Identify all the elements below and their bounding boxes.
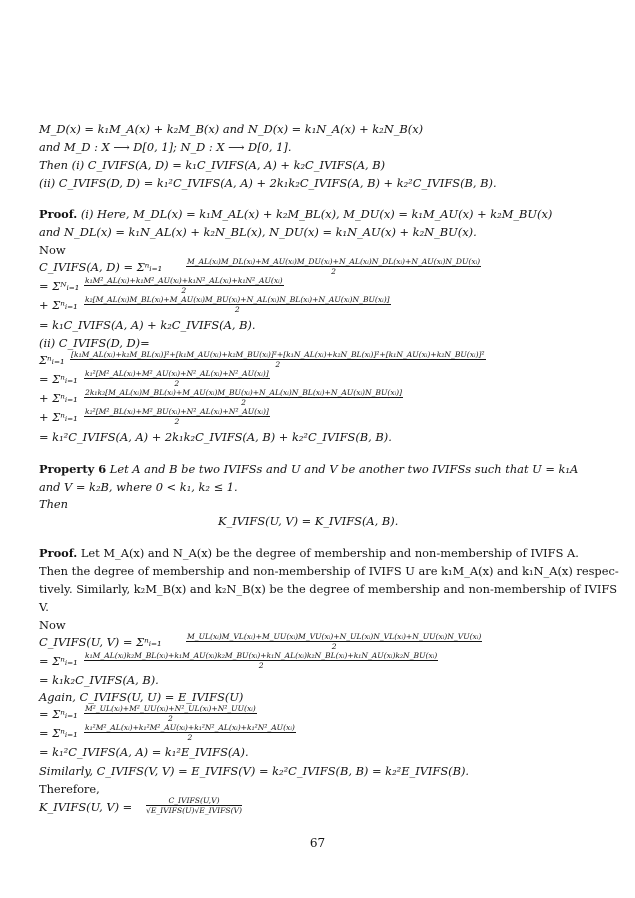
proof2-similarly: Similarly, C_IVIFS(V, V) = E_IVIFS(V) = k₂²C_IVIFS(B, B) = k₂²E_IVIFS(B). [39, 764, 470, 778]
proof2-text1: Let M_A(x) and N_A(x) be the degree of membership and non-membership of IVIFS A. [80, 546, 579, 560]
proof1-eq1-frac [186, 257, 481, 276]
proof2-k-frac [146, 796, 242, 815]
proof2-eq5-num: k₁²M²_AL(xᵢ)+k₁²M²_AU(xᵢ)+k₁²N²_AL(xᵢ)+k₁²N²_AU(xᵢ) [85, 723, 295, 732]
proof2-eq5-lhs: = Σⁿᵢ₌₁ [39, 726, 78, 740]
proof1-eq3-num: k₂[M_AL(xᵢ)M_BL(xᵢ)+M_AU(xᵢ)M_BU(xᵢ)+N_AL(xᵢ)N_BL(xᵢ)+N_AU(xᵢ)N_BU(xᵢ)] [85, 295, 390, 304]
proof1-eq1-lhs: C_IVIFS(A, D) = Σⁿᵢ₌₁ [39, 260, 163, 274]
proof2-eq2-frac [84, 651, 438, 670]
proof1-eq3-lhs: + Σⁿᵢ₌₁ [39, 298, 78, 312]
property6-line2: and V = k₂B, where 0 < k₁, k₂ ≤ 1. [39, 480, 238, 494]
property6-then: Then [39, 497, 69, 511]
proof2-line4: V. [39, 600, 49, 614]
proof2-line1 [39, 546, 579, 560]
proof1-eq2-den: 2 [181, 286, 187, 295]
proof1-eq7-lhs: + Σⁿᵢ₌₁ [39, 391, 78, 405]
proof1-eq5-den: 2 [275, 360, 281, 369]
proof2-line2: Then the degree of membership and non-membership of IVIFS U are k₁M_A(x) and k₁N_A(x) respec- [39, 564, 619, 578]
proof1-eq1-num: M_AL(xᵢ)M_DL(xᵢ)+M_AU(xᵢ)M_DU(xᵢ)+N_AL(xᵢ)N_DL(xᵢ)+N_AU(xᵢ)N_DU(xᵢ) [187, 257, 481, 266]
proof1-eq8-lhs: + Σⁿᵢ₌₁ [39, 410, 78, 424]
proof2-eq4-num: M²_UL(xᵢ)+M²_UU(xᵢ)+N²_UL(xᵢ)+N²_UU(xᵢ) [85, 704, 256, 713]
proof1-line2: and N_DL(x) = k₁N_AL(x) + k₂N_BL(x), N_DU(x) = k₁N_AU(x) + k₂N_BU(x). [39, 225, 477, 239]
proof1-eq6-num: k₁²[M²_AL(xᵢ)+M²_AU(xᵢ)+N²_AL(xᵢ)+N²_AU(xᵢ)] [85, 369, 269, 378]
proof1-eq6-den: 2 [174, 379, 180, 388]
proof2-eq1-frac [186, 632, 482, 651]
eq-then-i: Then (i) C_IVIFS(A, D) = k₁C_IVIFS(A, A) + k₂C_IVIFS(A, B) [39, 158, 386, 172]
proof2-eq2-num: k₁M_AL(xᵢ)k₂M_BL(xᵢ)+k₁M_AU(xᵢ)k₂M_BU(xᵢ)+k₁N_AL(xᵢ)k₂N_BL(xᵢ)+k₁N_AU(xᵢ)k₂N_BU(xᵢ) [85, 651, 438, 660]
eq-md-mapping: and M_D : X ⟶ D[0, 1]; N_D : X ⟶ D[0, 1]. [39, 140, 292, 154]
proof1-eq2-frac [84, 276, 284, 295]
proof1-eq9: = k₁²C_IVIFS(A, A) + 2k₁k₂C_IVIFS(A, B) + k₂²C_IVIFS(B, B). [39, 430, 392, 444]
eq-md-nd: M_D(x) = k₁M_A(x) + k₂M_B(x) and N_D(x) = k₁N_A(x) + k₂N_B(x) [39, 122, 424, 136]
proof1-line1 [39, 207, 552, 221]
proof2-eq5-den: 2 [187, 733, 193, 742]
proof1-eq7-num: 2k₁k₂[M_AL(xᵢ)M_BL(xᵢ)+M_AU(xᵢ)M_BU(xᵢ)+N_AL(xᵢ)N_BL(xᵢ)+N_AU(xᵢ)N_BU(xᵢ)] [85, 388, 403, 397]
proof1-eq6-frac [84, 369, 270, 388]
proof1-text1: (i) Here, M_DL(x) = k₁M_AL(x) + k₂M_BL(x), M_DU(x) = k₁M_AU(x) + k₂M_BU(x) [80, 207, 553, 221]
proof2-eq2-den: 2 [258, 661, 264, 670]
property6-line1 [39, 462, 578, 476]
proof1-eq8-num: k₂²[M²_BL(xᵢ)+M²_BU(xᵢ)+N²_AL(xᵢ)+N²_AU(xᵢ)] [85, 407, 269, 416]
eq-then-ii: (ii) C_IVIFS(D, D) = k₁²C_IVIFS(A, A) + 2k₁k₂C_IVIFS(A, B) + k₂²C_IVIFS(B, B). [39, 176, 497, 190]
proof2-eq4-frac [84, 704, 257, 723]
proof1-eq8-frac [84, 407, 270, 426]
proof2-eq3: = k₁k₂C_IVIFS(A, B). [39, 673, 159, 687]
proof1-eq5-frac [70, 350, 486, 369]
proof1-eq3-den: 2 [234, 305, 240, 314]
proof1-label: Proof. [39, 207, 78, 221]
proof2-again: Again, C_IVIFS(U, U) = E_IVIFS(U) [39, 690, 244, 704]
page-number: 67 [309, 836, 326, 850]
proof1-eq3-frac [84, 295, 391, 314]
property6-text1: Let A and B be two IVIFSs and U and V be another two IVIFSs such that U = k₁A [109, 462, 579, 476]
proof1-eq8-den: 2 [174, 417, 180, 426]
property6-label: Property 6 [39, 462, 107, 476]
property6-display: K_IVIFS(U, V) = K_IVIFS(A, B). [218, 514, 399, 528]
proof2-eq2-lhs: = Σⁿᵢ₌₁ [39, 654, 78, 668]
proof2-therefore: Therefore, [39, 782, 100, 796]
proof1-eq6-lhs: = Σⁿᵢ₌₁ [39, 372, 78, 386]
proof2-line3: tively. Similarly, k₂M_B(x) and k₂N_B(x) be the degree of membership and non-membership of IVIFS [39, 582, 618, 596]
proof1-eq2-lhs: = Σᴺᵢ₌₁ [39, 279, 80, 293]
proof2-eq5-frac [84, 723, 296, 742]
proof2-k-den: √E_IVIFS(U)√E_IVIFS(V) [146, 806, 243, 815]
proof1-eq1-den: 2 [331, 267, 336, 276]
proof2-eq1-den: 2 [331, 642, 337, 651]
proof2-now: Now [39, 618, 66, 632]
proof1-eq5-num: [k₁M_AL(xᵢ)+k₂M_BL(xᵢ)]²+[k₁M_AU(xᵢ)+k₂M_BU(xᵢ)]²+[k₁N_AL(xᵢ)+k₂N_BL(xᵢ)]²+[k₁N_AU(xᵢ)+k₂N_BU(xᵢ)]² [71, 350, 485, 359]
proof1-eq7-frac [84, 388, 403, 407]
proof1-ii: (ii) C_IVIFS(D, D)= [39, 336, 150, 350]
proof1-eq5-lhs: Σⁿᵢ₌₁ [39, 353, 65, 367]
proof1-now: Now [39, 243, 66, 257]
proof1-eq4: = k₁C_IVIFS(A, A) + k₂C_IVIFS(A, B). [39, 318, 256, 332]
proof2-eq4-lhs: = Σⁿᵢ₌₁ [39, 707, 78, 721]
proof2-eq6: = k₁²C_IVIFS(A, A) = k₁²E_IVIFS(A). [39, 745, 249, 759]
proof1-eq2-num: k₁M²_AL(xᵢ)+k₁M²_AU(xᵢ)+k₁N²_AL(xᵢ)+k₁N²_AU(xᵢ) [85, 276, 283, 285]
proof2-eq4-den: 2 [167, 714, 173, 723]
proof2-label: Proof. [39, 546, 78, 560]
proof2-eq1-num: M_UL(xᵢ)M_VL(xᵢ)+M_UU(xᵢ)M_VU(xᵢ)+N_UL(xᵢ)N_VL(xᵢ)+N_UU(xᵢ)N_VU(xᵢ) [187, 632, 482, 641]
proof1-eq7-den: 2 [241, 398, 246, 407]
proof2-eq1-lhs: C_IVIFS(U, V) = Σⁿᵢ₌₁ [39, 635, 162, 649]
proof2-k-lhs: K_IVIFS(U, V) = [39, 800, 133, 814]
proof2-k-num: C_IVIFS(U,V) [146, 796, 242, 806]
